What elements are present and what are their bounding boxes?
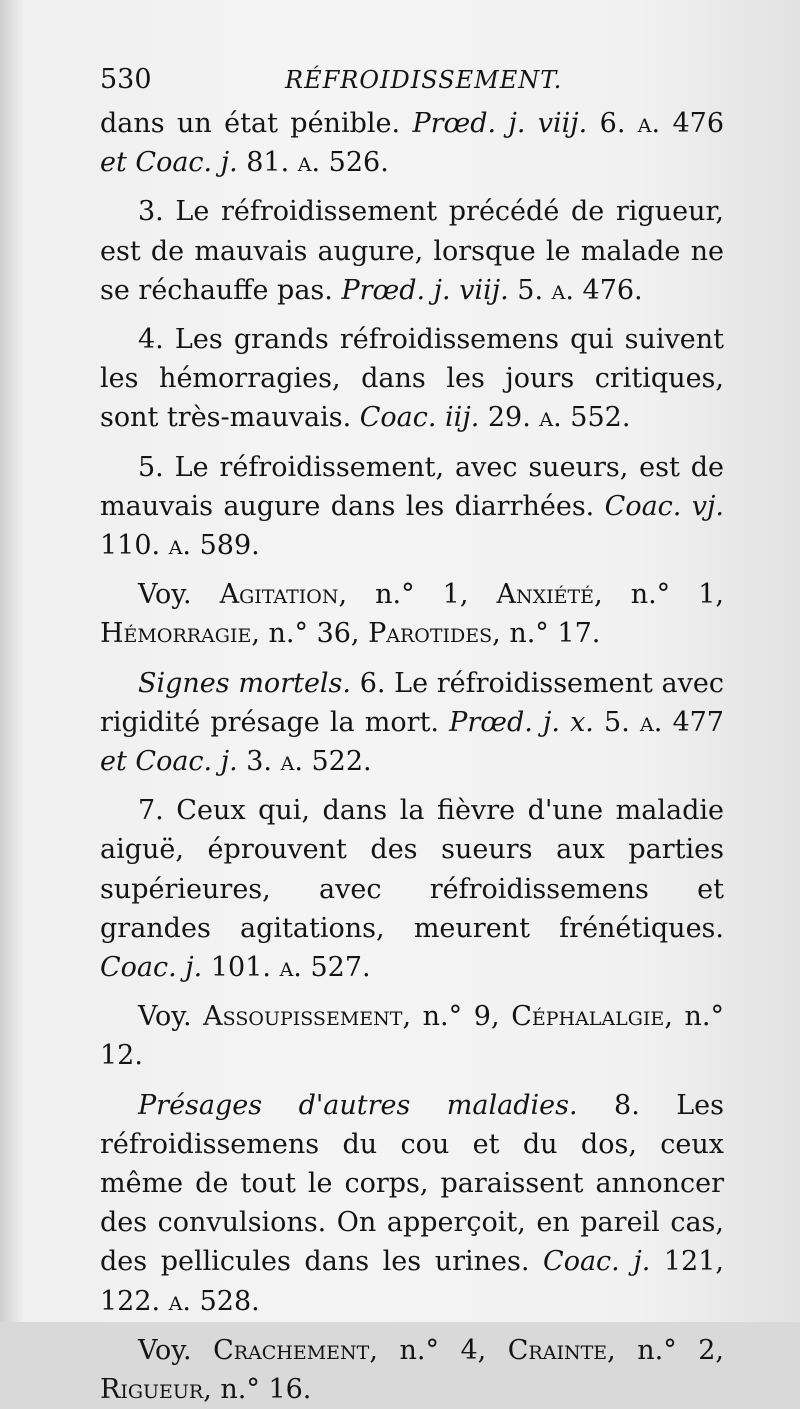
small-caps-text: a.	[168, 530, 192, 562]
citation: et Coac. j.	[100, 746, 238, 778]
text-segment: 5.	[593, 706, 640, 738]
paragraph-voy3	[100, 1331, 724, 1409]
small-caps-text: Hémorragie	[100, 618, 252, 650]
small-caps-text: Céphalalgie	[511, 1001, 665, 1033]
citation: Coac. vj.	[604, 490, 724, 522]
small-caps-text: Rigueur	[100, 1374, 204, 1406]
small-caps-text: Anxiété	[496, 579, 595, 611]
text-segment: 3. Le réfroidissement précédé de rigueur, est de mauvais augure, lorsque le malade ne se réchauffe pas.	[100, 196, 724, 306]
paragraph-p8	[100, 1086, 724, 1321]
small-caps-text: Crachement	[213, 1334, 370, 1366]
text-segment: 6. Le réfroidissement avec rigidité présage la mort.	[100, 667, 724, 738]
text-segment: 101.	[202, 952, 280, 984]
text-segment: 5. Le réfroidissement, avec sueurs, est de mauvais augure dans les diarrhées.	[100, 451, 724, 522]
small-caps-text: Crainte	[507, 1334, 608, 1366]
small-caps-text: a.	[297, 147, 321, 179]
paragraph-p3	[100, 192, 724, 310]
citation: et Coac. j.	[100, 147, 238, 179]
citation: Coac. j.	[543, 1246, 651, 1278]
small-caps-text: Parotides	[368, 618, 493, 650]
text-segment: 8. Les réfroidissemens du cou et du dos, ceux même de tout le corps, paraissent annoncer des convulsions. On apperçoit, en pareil cas, des pellicules dans les urines.	[100, 1089, 724, 1278]
text-segment: , n.° 4,	[369, 1334, 508, 1366]
small-caps-text: a.	[168, 1285, 192, 1317]
small-caps-text: Assoupissement	[203, 1001, 403, 1033]
text-segment: , n.° 16.	[203, 1374, 312, 1406]
text-segment: 81.	[237, 147, 298, 179]
small-caps-text: Agitation	[219, 579, 339, 611]
page-gutter-shadow	[0, 0, 22, 1322]
text-segment: Voy.	[138, 1334, 214, 1366]
citation: Prœd. j. x.	[449, 706, 594, 738]
text-segment: 552.	[561, 402, 631, 434]
text-segment: 29.	[479, 402, 540, 434]
text-segment: 3.	[237, 746, 281, 778]
small-caps-text: a.	[551, 274, 574, 306]
text-segment: 528.	[191, 1285, 260, 1317]
text-segment: 7. Ceux qui, dans la fièvre d'une maladie aiguë, éprouvent des sueurs aux parties supérieures, avec réfroidissemens et grandes agitations, meurent frénétiques.	[100, 795, 724, 944]
text-segment: 476	[660, 108, 725, 139]
text-segment: , n.° 9,	[402, 1001, 512, 1033]
text-segment: 110.	[100, 530, 169, 562]
text-segment: Voy.	[138, 1001, 204, 1033]
text-segment: Voy.	[138, 579, 220, 611]
paragraph-p5	[100, 448, 724, 566]
text-segment: 477	[662, 706, 724, 738]
page-number: 530	[100, 64, 152, 95]
page-header	[100, 64, 720, 98]
small-caps-text: a.	[280, 746, 303, 778]
text-segment: 4. Les grands réfroidissemens qui suivent les hémorragies, dans les jours critiques, sont très-mauvais.	[100, 324, 724, 434]
section-heading: Signes mortels.	[138, 667, 351, 699]
text-segment: 527.	[301, 952, 371, 984]
text-segment: , n.° 1,	[338, 579, 497, 611]
page-body	[100, 104, 724, 1409]
running-title: RÉFROIDISSEMENT.	[285, 66, 563, 94]
text-segment: , n.° 17.	[492, 618, 601, 650]
small-caps-text: a.	[639, 706, 663, 738]
text-segment: 526.	[320, 147, 389, 179]
text-segment: 6.	[587, 108, 638, 139]
paragraph-p-cont	[100, 104, 724, 182]
text-segment: 5.	[508, 274, 552, 306]
paragraph-p6	[100, 664, 724, 782]
citation: Coac. iij.	[359, 402, 480, 434]
text-segment: , n.° 36,	[251, 618, 369, 650]
text-segment: 522.	[302, 746, 372, 778]
paragraph-voy1	[100, 575, 724, 653]
text-segment: 589.	[191, 530, 260, 562]
citation: Prœd. j. viij.	[412, 108, 588, 139]
small-caps-text: a.	[539, 402, 562, 434]
text-segment: dans un état pénible.	[100, 108, 413, 139]
paragraph-p7	[100, 791, 724, 987]
text-segment: 476.	[573, 274, 643, 306]
text-segment: , n.° 2,	[607, 1334, 725, 1366]
citation: Prœd. j. viij.	[341, 274, 509, 306]
paragraph-p4	[100, 320, 724, 438]
text-segment: , n.° 12.	[100, 1001, 725, 1072]
small-caps-text: a.	[279, 952, 302, 984]
section-heading: Présages d'autres maladies.	[138, 1089, 578, 1121]
citation: Coac. j.	[100, 952, 203, 984]
paragraph-voy2	[100, 997, 724, 1075]
text-segment: 121, 122.	[100, 1246, 724, 1317]
text-segment: , n.° 1,	[594, 579, 725, 611]
small-caps-text: a.	[637, 108, 661, 139]
